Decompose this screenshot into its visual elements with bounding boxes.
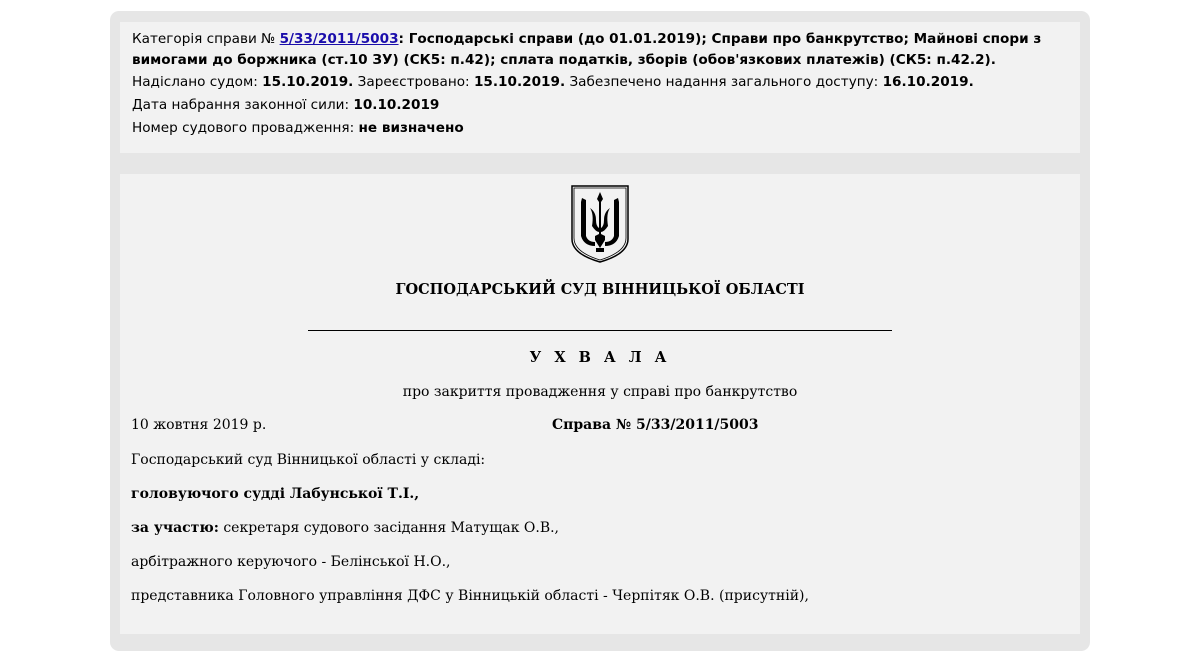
proceeding-value: не визначено [358, 120, 464, 136]
trustee-line: арбітражного керуючого - Белінської Н.О., [131, 554, 451, 570]
case-info-panel [120, 22, 1080, 153]
effective-date: 10.10.2019 [353, 97, 440, 113]
proceeding-label: Номер судового провадження: [132, 120, 355, 136]
ruling-subject: про закриття провадження у справі про банкрутство [402, 384, 798, 400]
effective-date-line [132, 94, 1068, 117]
ruling-title: У Х В А Л А [529, 349, 671, 366]
representative-line: представника Головного управління ДФС у Вінницькій області - Черпітяк О.В. (присутній), [131, 588, 809, 604]
proceeding-line [132, 117, 1068, 140]
participation-text: секретаря судового засідання Матущак О.В., [218, 520, 560, 536]
category-text: : Господарські справи (до 01.01.2019); Справи про банкрутство; Майнові спори з вимогами до боржника (ст.10 ЗУ) (СК5: п.42); сплата податків, зборів (обов'язкових платежів) (СК5: п.42.2). [132, 31, 1042, 68]
access-label: Забезпечено надання загального доступу: [569, 74, 879, 90]
ruling-date: 10 жовтня 2019 р. [131, 417, 267, 433]
category-label: Категорія справи № [132, 31, 276, 47]
case-category-line [132, 29, 1068, 71]
court-name: ГОСПОДАРСЬКИЙ СУД ВІННИЦЬКОЇ ОБЛАСТІ [395, 281, 805, 298]
presiding-judge: головуючого судді Лабунської Т.І., [131, 486, 420, 502]
sent-label: Надіслано судом: [132, 74, 258, 90]
dates-line [132, 71, 1068, 94]
coat-of-arms-icon [570, 184, 630, 264]
registered-label: Зареєстровано: [357, 74, 470, 90]
court-composition: Господарський суд Вінницької області у складі: [131, 452, 486, 468]
participation-label: за участю: [131, 520, 219, 536]
access-date: 16.10.2019. [882, 74, 974, 90]
document-body [120, 174, 1080, 634]
divider-line [308, 330, 892, 331]
case-number: Справа № 5/33/2011/5003 [552, 417, 759, 433]
sent-date: 15.10.2019. [262, 74, 354, 90]
case-number-link[interactable]: 5/33/2011/5003 [279, 31, 399, 47]
effective-label: Дата набрання законної сили: [132, 97, 350, 113]
participation-line [131, 520, 559, 536]
registered-date: 15.10.2019. [473, 74, 566, 90]
